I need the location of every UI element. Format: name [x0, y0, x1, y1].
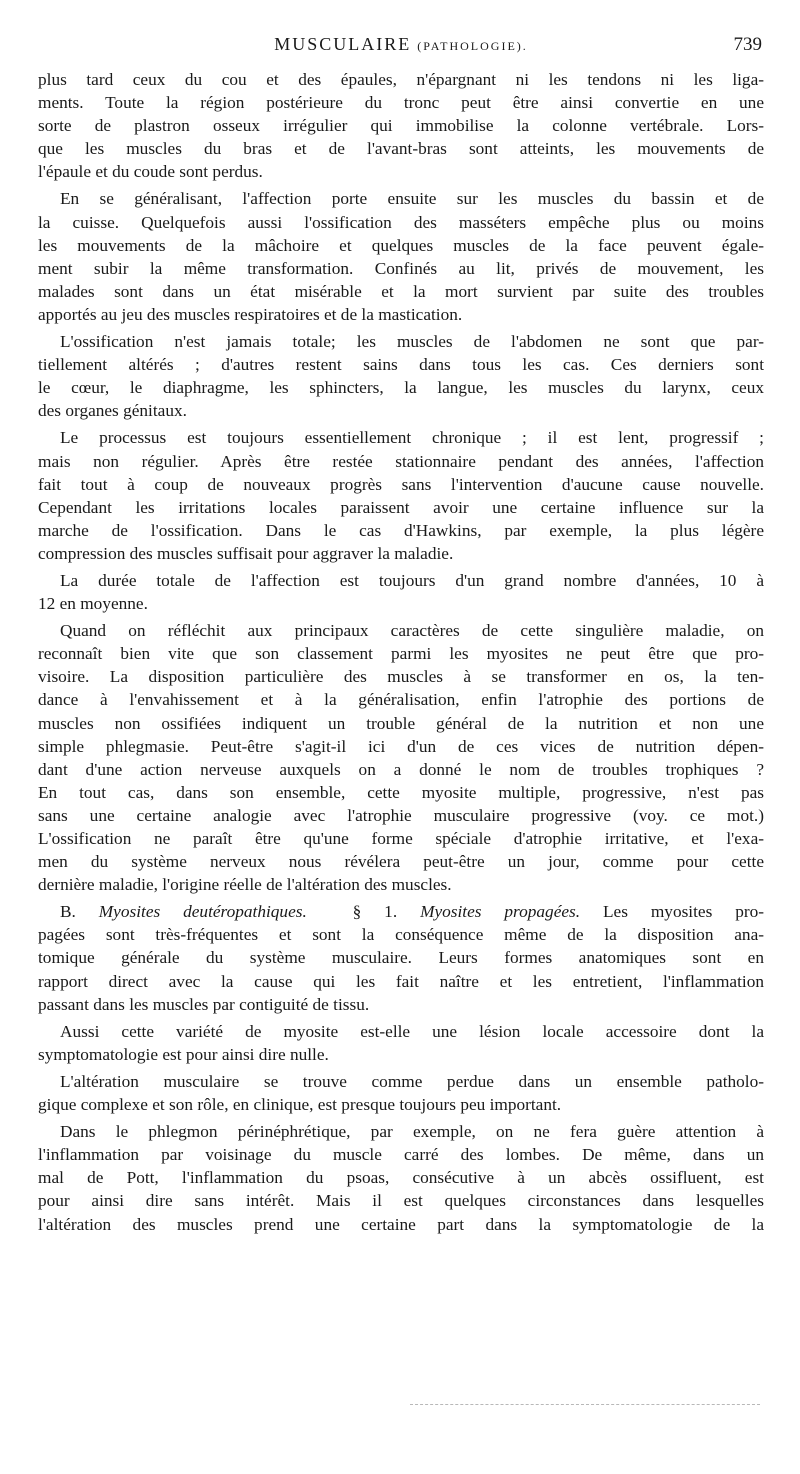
text-line: fait tout à coup de nouveaux progrès sans l'intervention d'aucune cause nouvelle.: [38, 474, 764, 494]
footer-rule: [410, 1404, 760, 1405]
text-line: Dans le phlegmon périnéphrétique, par exemple, on ne fera guère attention à: [60, 1122, 764, 1142]
text-line: La durée totale de l'affection est toujours d'un grand nombre d'années, 10 à: [60, 570, 764, 590]
text-line: muscles non ossifiées indiquent un trouble général de la nutrition et non une: [38, 713, 764, 733]
text-line: En tout cas, dans son ensemble, cette myosite multiple, progressive, n'est pas: [38, 782, 764, 802]
paragraph-9: [38, 1070, 764, 1116]
text-line: sans une certaine analogie avec l'atrophie musculaire progressive (voy. ce mot.): [38, 805, 764, 825]
paragraph-4: [38, 426, 764, 565]
text-line: que les muscles du bras et de l'avant-bras sont atteints, les mouvements de: [38, 139, 764, 159]
text-line: le cœur, le diaphragme, les sphincters, la langue, les muscles du larynx, ceux: [38, 378, 764, 398]
paragraph-6: [38, 619, 764, 896]
text-line: ments. Toute la région postérieure du tronc peut être ainsi convertie en une: [38, 93, 764, 113]
paragraph-3: [38, 330, 764, 422]
text-line: rapport direct avec la cause qui les fait naître et les entretient, l'inflammation: [38, 971, 764, 991]
paragraph-8: [38, 1020, 764, 1066]
text-line: l'épaule et du coude sont perdus.: [38, 162, 263, 182]
text-line: sorte de plastron osseux irrégulier qui immobilise la colonne vertébrale. Lors-: [38, 116, 764, 136]
paragraph-7: [38, 900, 764, 1015]
text-line: apportés au jeu des muscles respiratoires et de la mastication.: [38, 304, 463, 324]
text-line: symptomatologie est pour ainsi dire nulle.: [38, 1044, 329, 1064]
text-line: l'altération des muscles prend une certaine part dans la symptomatologie de la: [38, 1214, 764, 1234]
text-line: Aussi cette variété de myosite est-elle une lésion locale accessoire dont la: [60, 1021, 764, 1041]
running-head-title: MUSCULAIRE: [274, 34, 412, 54]
page-number: 739: [733, 34, 762, 55]
text-line: 12 en moyenne.: [38, 594, 148, 614]
text-line: compression des muscles suffisait pour aggraver la maladie.: [38, 543, 454, 563]
text-line: gique complexe et son rôle, en clinique, est presque toujours peu important.: [38, 1095, 562, 1115]
section-title: Myosites propagées.: [420, 902, 581, 922]
body-text: [38, 68, 764, 1236]
section-b-label: B.: [60, 902, 76, 922]
text-line: reconnaît bien vite que son classement parmi les myosites ne peut être que pro-: [38, 644, 764, 664]
text-line: men du système nerveux nous révélera peut-être un jour, comme pour cette: [38, 852, 764, 872]
text-line: mais non régulier. Après être restée stationnaire pendant des années, l'affection: [38, 451, 764, 471]
text-line: L'ossification n'est jamais totale; les muscles de l'abdomen ne sont que par-: [60, 332, 764, 352]
text-line: Cependant les irritations locales paraissent avoir une certaine influence sur la: [38, 497, 764, 517]
text-line: passant dans les muscles par contiguité de tissu.: [38, 994, 370, 1014]
running-head: [38, 34, 764, 64]
text-line: pour ainsi dire sans intérêt. Mais il est quelques circonstances dans lesquelles: [38, 1191, 764, 1211]
section-mark: § 1.: [352, 902, 398, 922]
text-line: les mouvements de la mâchoire et quelques muscles de la face peuvent égale-: [38, 235, 764, 255]
paragraph-2: [38, 187, 764, 326]
text-line: plus tard ceux du cou et des épaules, n'épargnant ni les tendons ni les liga-: [38, 70, 764, 89]
text-line: mal de Pott, l'inflammation du psoas, consécutive à un abcès ossifluent, est: [38, 1168, 764, 1188]
text-line: ment subir la même transformation. Confinés au lit, privés de mouvement, les: [38, 258, 764, 278]
text-line: malades sont dans un état misérable et la mort survient par suite des troubles: [38, 281, 764, 301]
text-line: visoire. La disposition particulière des muscles à se transformer en os, la ten-: [38, 667, 764, 687]
text-line: la cuisse. Quelquefois aussi l'ossification des masséters empêche plus ou moins: [38, 212, 764, 232]
text-line: l'inflammation par voisinage du muscle carré des lombes. De même, dans un: [38, 1145, 764, 1165]
running-head-subtitle: (PATHOLOGIE).: [417, 39, 528, 53]
text-line: tiellement altérés ; d'autres restent sains dans tous les cas. Ces derniers sont: [38, 355, 764, 375]
section-b-title: Myosites deutéropathiques.: [98, 902, 307, 922]
text-line: Le processus est toujours essentiellement chronique ; il est lent, progressif ;: [60, 428, 764, 448]
section-heading-line: [38, 900, 764, 923]
text-line: des organes génitaux.: [38, 401, 187, 421]
text-line: En se généralisant, l'affection porte ensuite sur les muscles du bassin et de: [60, 189, 764, 209]
text-line: marche de l'ossification. Dans le cas d'Hawkins, par exemple, la plus légère: [38, 520, 764, 540]
text-line: simple phlegmasie. Peut-être s'agit-il ici d'un de ces vices de nutrition dépen-: [38, 736, 764, 756]
text-line: pagées sont très-fréquentes et sont la conséquence même de la disposition ana-: [38, 925, 764, 945]
text-line: L'altération musculaire se trouve comme perdue dans un ensemble patholo-: [60, 1071, 764, 1091]
text-line: Quand on réfléchit aux principaux caractères de cette singulière maladie, on: [60, 621, 764, 641]
section-b-rest: Les myosites pro-: [603, 902, 765, 922]
paragraph-5: [38, 569, 764, 615]
text-line: L'ossification ne paraît être qu'une forme spéciale d'atrophie irritative, et l'exa-: [38, 829, 764, 848]
paragraph-10: [38, 1120, 764, 1235]
text-line: dance à l'envahissement et à la généralisation, enfin l'atrophie des portions de: [38, 690, 764, 710]
text-line: dant d'une action nerveuse auxquels on a donné le nom de troubles trophiques ?: [38, 759, 764, 779]
paragraph-1: [38, 68, 764, 183]
text-line: tomique générale du système musculaire. Leurs formes anatomiques sont en: [38, 948, 764, 968]
text-line: dernière maladie, l'origine réelle de l'altération des muscles.: [38, 875, 452, 895]
